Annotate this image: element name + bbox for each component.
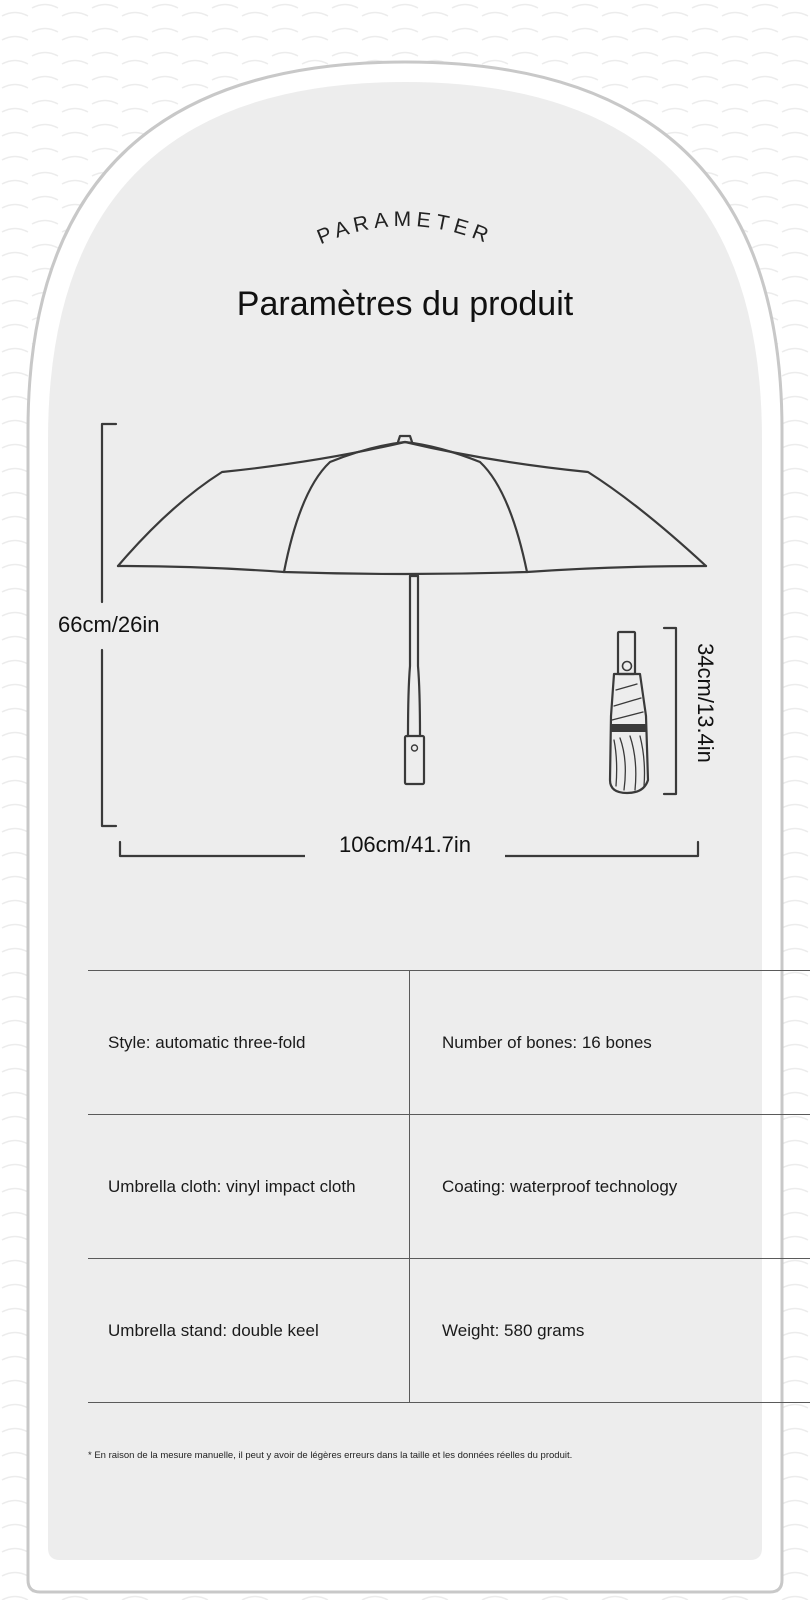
spec-weight: Weight: 580 grams bbox=[442, 1320, 585, 1340]
spec-bones: Number of bones: 16 bones bbox=[442, 1032, 652, 1052]
spec-cloth: Umbrella cloth: vinyl impact cloth bbox=[88, 1115, 410, 1258]
spec-stand: Umbrella stand: double keel bbox=[88, 1259, 410, 1402]
spec-coating: Coating: waterproof technology bbox=[442, 1176, 678, 1196]
folded-dimension-line bbox=[664, 628, 676, 794]
spec-row bbox=[88, 971, 810, 1115]
eyebrow-text: PARAMETER bbox=[313, 207, 497, 250]
spec-table bbox=[88, 970, 810, 1403]
folded-length-label: 34cm/13.4in bbox=[693, 643, 718, 763]
spec-row bbox=[88, 1115, 810, 1259]
footnote: * En raison de la mesure manuelle, il peut y avoir de légères erreurs dans la taille et les données réelles du produit. bbox=[88, 1450, 573, 1461]
folded-umbrella-icon bbox=[610, 632, 648, 793]
height-label: 66cm/26in bbox=[58, 612, 160, 637]
page-title: Paramètres du produit bbox=[236, 285, 574, 323]
width-label: 106cm/41.7in bbox=[305, 832, 505, 858]
spec-row bbox=[88, 1259, 810, 1403]
spec-style: Style: automatic three-fold bbox=[88, 971, 410, 1114]
